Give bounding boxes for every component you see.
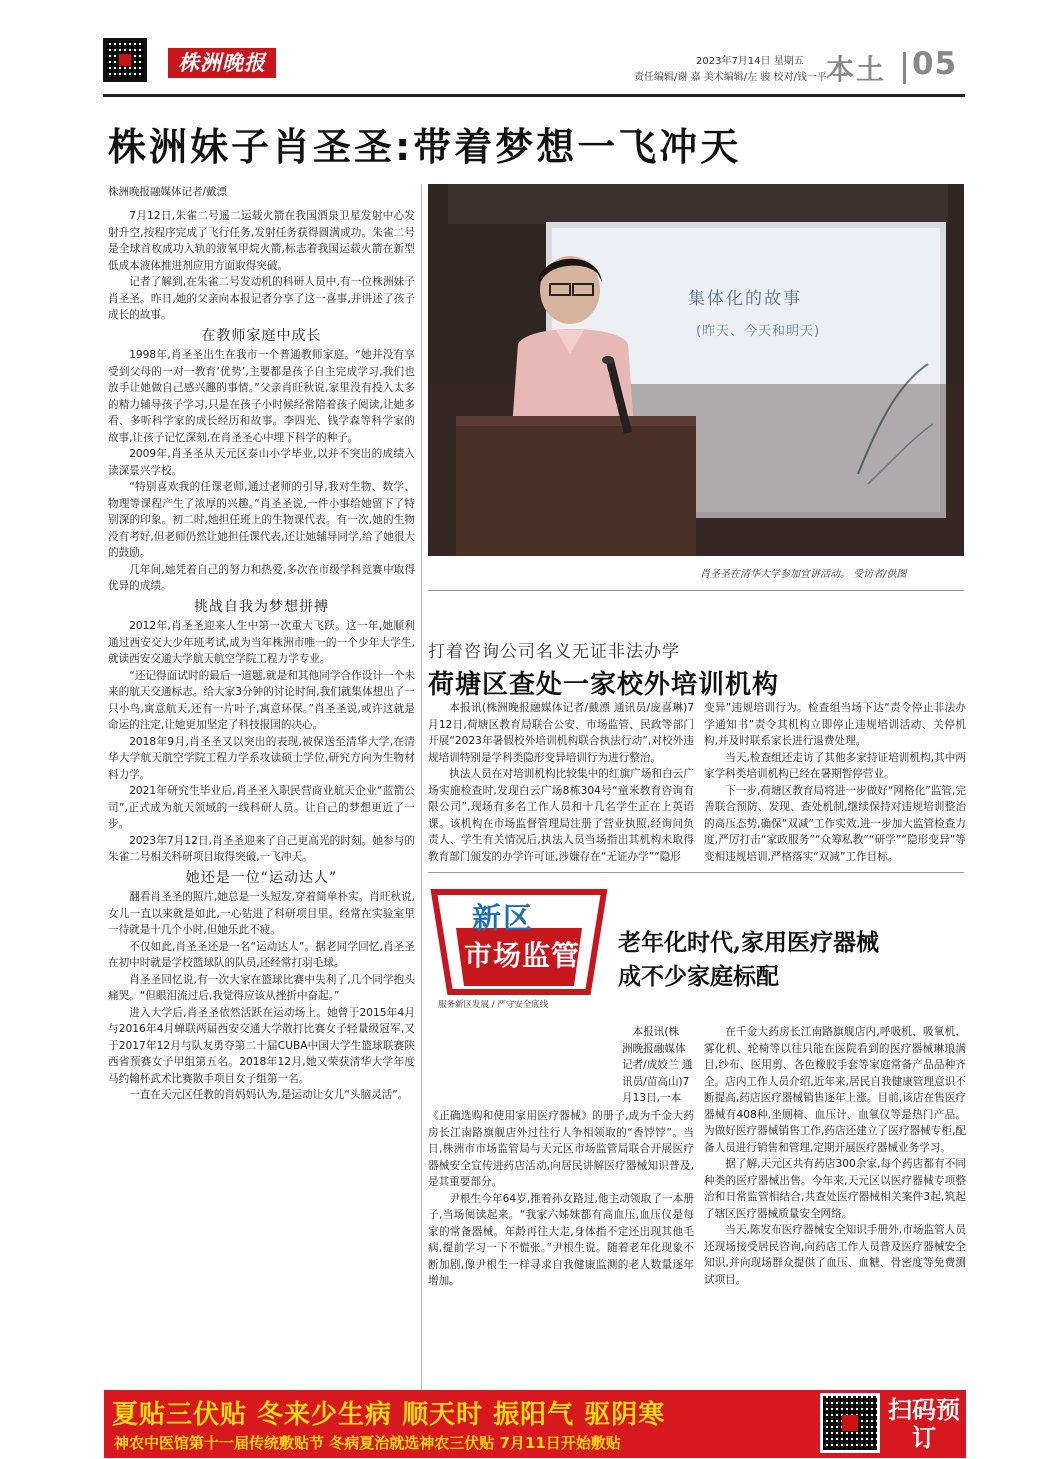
- article-paragraph: 变异”违规培训行为。检查组当场下达“责令停止非法办学通知书”责令其机构立即停止违规培训活动、关停机构,并及时联系家长进行退费处理。: [704, 702, 966, 747]
- main-photo[interactable]: [428, 184, 964, 556]
- section-rule: [428, 872, 964, 873]
- ad-headline: 夏贴三伏贴 冬来少生病 顺天时 振阳气 驱阴寒: [112, 1400, 666, 1430]
- article-paragraph: 肖圣圣回忆说,有一次大家在篮球比赛中失利了,几个同学抱头痛哭。“但眼泪流过后,我觉得应该从挫折中奋起。”: [108, 973, 415, 1002]
- article-paragraph: 2012年,肖圣圣迎来人生中第一次重大飞跃。这一年,她顺利通过西安交大少年班考试,成为当年株洲市唯一的一个少年大学生,就读西安交通大学航天航空学院工程力学专业。: [108, 620, 415, 665]
- logo-line-1: 新区: [472, 901, 535, 935]
- main-byline: 株洲晚报融媒体记者/戴漂: [108, 186, 228, 198]
- article-paragraph: 2018年9月,肖圣圣又以突出的表现,被保送至清华大学,在清华大学航天航空学院工程力学系攻读硕士学位,研究方向为生物材料力学。: [108, 735, 415, 781]
- screen-subtitle: (昨天、今天和明天): [696, 324, 821, 339]
- lead-line: 记者/成姣兰 通: [622, 1059, 693, 1071]
- article-paragraph: 7月12日,朱雀二号遥二运载火箭在我国酒泉卫星发射中心发射升空,按程序完成了飞行任务,发射任务获得圆满成功。朱雀二号是全球首枚成功入轨的液氧甲烷火箭,标志着我国运载火箭在新型低成本液体推进剂应用方面取得突破。: [108, 210, 415, 272]
- issue-date: 2023年7月14日 星期五: [696, 56, 804, 67]
- main-story-column: [108, 208, 415, 1104]
- story2-column-2: [704, 700, 966, 865]
- ad-subline: 神农中医馆第十一届传统敷贴节 冬病夏治就选神农三伏贴 7月11日开始敷贴: [114, 1434, 621, 1452]
- screen-title: 集体化的故事: [688, 289, 802, 309]
- lead-line: 讯员/苗高山)7: [622, 1075, 690, 1088]
- article-paragraph: 1998年,肖圣圣出生在我市一个普通教师家庭。“她并没有享受到父母的一对一教育‘优势’,主要都是孩子自主完成学习,我们也放手让她做自己感兴趣的事情。”父亲肖旺秋说,家里没有投入太多的精力辅导孩子学习,只是在孩子小时候经常陪着孩子阅读,让她多看、多听科学家的成长经历和故事。李四光、钱学森等科学家的故事,让孩子记忆深刻,在肖圣圣心中埋下科学的种子。: [108, 349, 415, 444]
- lead-line: 月13日,一本: [622, 1092, 682, 1104]
- section-name: 本土: [826, 53, 887, 86]
- masthead-qr-code[interactable]: [103, 38, 147, 82]
- article-paragraph: 进入大学后,肖圣圣依然活跃在运动场上。她曾于2015年4月与2016年4月蝉联两届西安交通大学散打比赛女子轻量级冠军,又于2017年12月与队友勇夺第二十届CUBA中国大学生篮球联赛陕西省预赛女子甲组第五名。2018年12月,她又荣获清华大学年度马约翰杯武术比赛散手项目女子组第一名。: [108, 1006, 415, 1085]
- article-paragraph: 2009年,肖圣圣从天元区泰山小学毕业,以并不突出的成绩入读深景兴学校。: [108, 448, 415, 477]
- article-paragraph: 当天,检查组还走访了其他多家持证培训机构,其中两家学科类培训机构已经在暑期暂停营业。: [704, 751, 966, 780]
- subheading: 她还是一位“运动达人”: [185, 869, 338, 886]
- market-supervision-logo: [428, 888, 610, 1018]
- article-paragraph: 翻看肖圣圣的照片,她总是一头短发,穿着简单朴实。肖旺秋说,女儿一直以来就是如此,一心钻进了科研项目里。经常在实验室里一待就是十几个小时,但她乐此不疲。: [108, 891, 415, 936]
- article-paragraph: 据了解,天元区共有药店300余家,每个药店都有不同种类的医疗器械出售。今年来,天元区以医疗器械专项整治和日常监管相结合,共查处医疗器械相关案件3起,筑起了辖区医疗器械质量安全网络。: [704, 1158, 966, 1220]
- article-paragraph: 执法人员在对培训机构比较集中的红旗广场和白云广场实施检查时,发现白云广场8栋304号“童米教育咨询有限公司”,现场有多名工作人员和十几名学生正在上英语课。该机构在市场监督管理局注册了营业执照,经询问负责人、学生有关情况后,执法人员当场指出其机构未取得教育部门颁发的办学许可证,涉嫌存在“无证办学”“隐形: [428, 768, 694, 863]
- article-paragraph: “特别喜欢我的任课老师,通过老师的引导,我对生物、数学、物理等课程产生了浓厚的兴趣。”肖圣圣说,一件小事给她留下了特别深的印象。初二时,她担任班上的生物课代表。有一次,她的生物没有考好,但老师仍然让她担任课代表,还让她辅导同学,给了她很大的鼓励。: [108, 481, 415, 559]
- section-divider: [903, 52, 906, 84]
- subheading: 挑战自我为梦想拼搏: [194, 598, 329, 615]
- article-paragraph: 不仅如此,肖圣圣还是一名“运动达人”。据老同学回忆,肖圣圣在初中时就是学校篮球队的队员,还经常打羽毛球。: [108, 940, 415, 969]
- ad-qr-code[interactable]: [820, 1393, 880, 1453]
- main-headline: 株洲妹子肖圣圣:带着梦想一飞冲天: [108, 125, 742, 169]
- logo-tagline: 服务新区发展 / 严守安全底线: [438, 1000, 549, 1010]
- story2-headline: 荷塘区查处一家校外培训机构: [428, 670, 780, 700]
- ad-banner[interactable]: [104, 1390, 966, 1458]
- story3-headline-line-2: 成不少家庭标配: [618, 963, 779, 990]
- editors-credit: 责任编辑/谢 嘉 美术编辑/左 骏 校对/钱一平: [634, 72, 827, 83]
- photo-scene: [428, 184, 964, 556]
- masthead-rule: [103, 94, 965, 97]
- lead-line: 本报讯(株: [632, 1026, 680, 1038]
- article-paragraph: 当天,陈发布医疗器械安全知识手册外,市场监管人员还现场接受居民咨询,向药店工作人员普及医疗器械安全知识,并向现场群众提供了血压、血糖、骨密度等免费测试项目。: [704, 1224, 966, 1286]
- article-paragraph: 尹根生今年64岁,推着孙女路过,他主动领取了一本册子,当场阅读起来。“我家六姊妹都有高血压,血压仪是每家的常备器械。年龄再往大走,身体指不定还出现其他毛病,提前学习一下不慌张。”尹根生说。随着老年化现象不断加剧,像尹根生一样寻求自我健康监测的老人数量逐年增加。: [428, 1192, 694, 1287]
- story2-column-1: [428, 700, 694, 865]
- story3-column-2: [704, 1024, 966, 1288]
- article-paragraph: 2023年7月12日,肖圣圣迎来了自己更高光的时刻。她参与的朱雀二号相关科研项目取得突破,一飞冲天。: [108, 834, 415, 863]
- lead-line: 洲晚报融媒体: [622, 1042, 686, 1055]
- article-paragraph: 下一步,荷塘区教育局将进一步做好“网格化”监管,完善联合预防、发现、查处机制,继续保持对违规培训整治的高压态势,确保“双减”工作实效,进一步加大监管检查力度,严厉打击“家政服务”“众筹私教”“研学”“隐形变异”等变相违规培训,严格落实“双减”工作目标。: [704, 784, 966, 863]
- article-paragraph: 《正确选购和使用家用医疗器械》的册子,成为千金大药房长江南路旗舰店外过往行人争相领取的“香饽饽”。当日,株洲市市场监管局与天元区市场监管局联合开展医疗器械安全宣传进药店活动,向居民讲解医疗器械知识普及,是其重要部分。: [428, 1110, 694, 1188]
- logo-line-2: 市场监管: [464, 939, 581, 972]
- article-paragraph: 一直在天元区任教的肖妈妈认为,是运动让女儿“头脑灵活”。: [129, 1089, 409, 1101]
- ad-cta-button[interactable]: 扫码预订: [888, 1396, 960, 1452]
- article-paragraph: 几年间,她凭着自己的努力和热爱,多次在市级学科竞赛中取得优异的成绩。: [108, 563, 415, 592]
- story3-headline-line-1: 老年化时代,家用医疗器械: [618, 929, 880, 956]
- subheading: 在教师家庭中成长: [201, 327, 322, 344]
- article-paragraph: 2021年研究生毕业后,肖圣圣入职民营商业航天企业“蓝箭公司”,正式成为航天领域的一线科研人员。让自己的梦想更近了一步。: [108, 785, 415, 830]
- section-rule: [428, 590, 964, 591]
- article-paragraph: 记者了解到,在朱雀二号发动机的科研人员中,有一位株洲妹子肖圣圣。昨日,她的父亲向本报记者分享了这一喜事,并讲述了孩子成长的故事。: [108, 276, 415, 321]
- story3-narrow-lead: [622, 1024, 694, 1107]
- article-paragraph: 本报讯(株洲晚报融媒体记者/戴漂 通讯员/庞喜琳)7月12日,荷塘区教育局联合公安、市场监管、民政等部门开展“2023年暑假校外培训机构联合执法行动”,对校外违规培训特别是学科类隐形变异培训行为进行整治。: [428, 702, 694, 764]
- article-paragraph: 在千金大药房长江南路旗舰店内,呼吸机、吸氧机、雾化机、轮椅等以往只能在医院看到的医疗器械琳琅满目,纱布、医用剪、各色橡胶手套等家庭常备产品品种齐全。店内工作人员介绍,近年来,居民自我健康管理意识不断提高,药店医疗器械销售逐年上涨。目前,该店在售医疗器械有408种,坐厕椅、血压计、血氧仪等是热门产品。为做好医疗器械销售工作,药店还建立了医疗器械专柜,配备人员进行销售和管理,定期开展医疗器械业务学习。: [704, 1026, 966, 1154]
- article-paragraph: “还记得面试时的最后一道题,就是和其他同学合作设计一个未来的航天交通标志。给大家3分钟的讨论时间,我们就集体想出了一只小鸟,寓意航天,还有一片叶子,寓意环保。”肖圣圣说,或许这就是命运的注定,让她更加坚定了科技报国的决心。: [108, 669, 415, 731]
- paper-logo: 株洲晚报: [168, 48, 276, 78]
- story3-column-1: [428, 1108, 694, 1290]
- page-number: 05: [912, 46, 958, 82]
- photo-caption: 肖圣圣在清华大学参加宣讲活动。 受访者/供图: [700, 569, 907, 580]
- column-divider: [421, 184, 422, 1394]
- story2-kicker: 打着咨询公司名义无证非法办学: [428, 642, 680, 662]
